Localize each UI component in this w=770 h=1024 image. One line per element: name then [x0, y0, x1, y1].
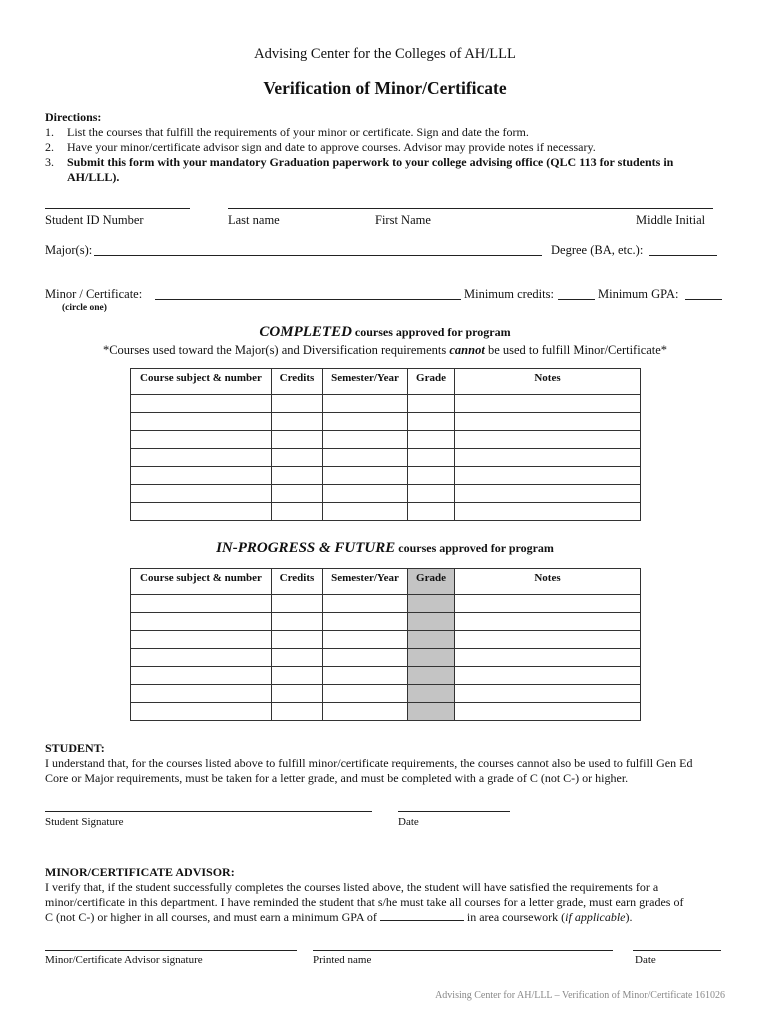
advisor-signature-line[interactable] — [45, 950, 297, 951]
cell-course[interactable] — [131, 649, 272, 667]
student-id-label: Student ID Number — [45, 213, 144, 227]
advisor-signature-label: Minor/Certificate Advisor signature — [45, 954, 203, 966]
student-date-label: Date — [398, 816, 419, 828]
cell-course[interactable] — [131, 685, 272, 703]
cell-credits[interactable] — [272, 631, 323, 649]
degree-line[interactable] — [649, 255, 717, 256]
cell-semester[interactable] — [323, 449, 408, 467]
cell-grade — [408, 631, 455, 649]
cell-credits[interactable] — [272, 649, 323, 667]
majors-label: Major(s): — [45, 243, 93, 257]
cell-semester[interactable] — [323, 613, 408, 631]
circle-one-note: (circle one) — [62, 303, 107, 313]
table-row — [131, 467, 641, 485]
cell-grade — [408, 685, 455, 703]
table-row — [131, 595, 641, 613]
cell-semester[interactable] — [323, 431, 408, 449]
table-row — [131, 667, 641, 685]
col-credits: Credits — [272, 369, 323, 395]
cell-course[interactable] — [131, 449, 272, 467]
direction-item-3: 3. Submit this form with your mandatory Graduation paperwork to your college advising office (QLC 113 for students in — [45, 155, 674, 169]
advisor-statement-1: I verify that, if the student successfully completes the courses listed above, the student will have satisfied the requirements for a — [45, 880, 659, 894]
cell-notes[interactable] — [455, 613, 641, 631]
min-gpa-label: Minimum GPA: — [598, 287, 679, 301]
col-grade: Grade — [408, 569, 455, 595]
table-row — [131, 395, 641, 413]
minor-cert-line[interactable] — [155, 299, 461, 300]
completed-title: COMPLETED courses approved for program — [259, 324, 511, 340]
cell-notes[interactable] — [455, 503, 641, 521]
cell-notes[interactable] — [455, 449, 641, 467]
cell-course[interactable] — [131, 413, 272, 431]
cell-grade[interactable] — [408, 467, 455, 485]
cell-notes[interactable] — [455, 667, 641, 685]
degree-label: Degree (BA, etc.): — [551, 243, 644, 257]
cell-semester[interactable] — [323, 395, 408, 413]
cell-grade — [408, 667, 455, 685]
cell-course[interactable] — [131, 395, 272, 413]
min-credits-line[interactable] — [558, 299, 595, 300]
in-progress-courses-table — [130, 568, 641, 721]
cell-credits[interactable] — [272, 595, 323, 613]
cell-course[interactable] — [131, 595, 272, 613]
cell-semester[interactable] — [323, 503, 408, 521]
cell-semester[interactable] — [323, 703, 408, 721]
majors-line[interactable] — [94, 255, 542, 256]
cell-notes[interactable] — [455, 395, 641, 413]
in-progress-header-row — [131, 569, 641, 595]
direction-item-2: 2. Have your minor/certificate advisor sign and date to approve courses. Advisor may provide notes if necessary. — [45, 140, 596, 154]
cell-course[interactable] — [131, 631, 272, 649]
cell-credits[interactable] — [272, 485, 323, 503]
cell-course[interactable] — [131, 667, 272, 685]
cell-credits[interactable] — [272, 431, 323, 449]
student-signature-label: Student Signature — [45, 816, 124, 828]
student-statement-1: I understand that, for the courses listed above to fulfill minor/certificate requirements, the courses cannot also be used to fulfill Gen Ed — [45, 756, 693, 770]
minor-cert-label: Minor / Certificate: — [45, 287, 143, 301]
table-row — [131, 685, 641, 703]
in-progress-title: IN-PROGRESS & FUTURE courses approved for program — [216, 540, 554, 556]
cell-notes[interactable] — [455, 649, 641, 667]
cell-course[interactable] — [131, 503, 272, 521]
student-statement-2: Core or Major requirements, must be taken for a letter grade, and must be completed with a grade of C (not C-) or higher. — [45, 771, 629, 785]
cell-semester[interactable] — [323, 485, 408, 503]
last-name-label: Last name — [228, 213, 280, 227]
cell-credits[interactable] — [272, 685, 323, 703]
advisor-printed-name-line[interactable] — [313, 950, 613, 951]
table-row — [131, 485, 641, 503]
advisor-statement-2: minor/certificate in this department. I have reminded the student that s/he must take all courses for a letter grade, must earn grades of — [45, 895, 684, 909]
cell-notes[interactable] — [455, 431, 641, 449]
cell-semester[interactable] — [323, 667, 408, 685]
min-gpa-line[interactable] — [685, 299, 722, 300]
cell-course[interactable] — [131, 703, 272, 721]
org-name: Advising Center for the Colleges of AH/LLL — [254, 46, 516, 62]
cell-grade — [408, 613, 455, 631]
col-notes: Notes — [455, 369, 641, 395]
cell-course[interactable] — [131, 431, 272, 449]
cell-credits[interactable] — [272, 667, 323, 685]
cell-credits[interactable] — [272, 449, 323, 467]
col-semester-year: Semester/Year — [323, 569, 408, 595]
form-title: Verification of Minor/Certificate — [263, 78, 507, 98]
cell-notes[interactable] — [455, 631, 641, 649]
col-course-subject: Course subject & number — [131, 569, 272, 595]
completed-note: *Courses used toward the Major(s) and Diversification requirements cannot be used to fulfill Minor/Certificate* — [102, 343, 668, 357]
table-row — [131, 613, 641, 631]
cell-semester[interactable] — [323, 595, 408, 613]
col-course-subject: Course subject & number — [131, 369, 272, 395]
advisor-gpa-line[interactable] — [380, 919, 464, 921]
cell-semester[interactable] — [323, 413, 408, 431]
advisor-printed-name-label: Printed name — [313, 954, 372, 966]
cell-notes[interactable] — [455, 703, 641, 721]
direction-item-3-cont: AH/LLL). — [67, 170, 120, 184]
cell-semester[interactable] — [323, 467, 408, 485]
student-date-line[interactable] — [398, 811, 510, 812]
col-credits: Credits — [272, 569, 323, 595]
cell-credits[interactable] — [272, 413, 323, 431]
advisor-heading: MINOR/CERTIFICATE ADVISOR: — [45, 865, 235, 879]
first-name-label: First Name — [375, 213, 431, 227]
table-row — [131, 649, 641, 667]
student-signature-line[interactable] — [45, 811, 372, 812]
directions-heading: Directions: — [45, 110, 102, 124]
cell-grade — [408, 595, 455, 613]
completed-header-row — [131, 369, 641, 395]
footer-text: Advising Center for AH/LLL – Verification of Minor/Certificate 161026 — [435, 990, 725, 1001]
cell-grade — [408, 703, 455, 721]
student-heading: STUDENT: — [45, 741, 105, 755]
table-row — [131, 449, 641, 467]
table-row — [131, 413, 641, 431]
direction-item-1: 1. List the courses that fulfill the requirements of your minor or certificate. Sign and date the form. — [45, 125, 529, 139]
advisor-statement-3: C (not C-) or higher in all courses, and must earn a minimum GPA of in area coursework (if applicable). — [45, 910, 633, 924]
cell-semester[interactable] — [323, 685, 408, 703]
table-row — [131, 631, 641, 649]
table-row — [131, 703, 641, 721]
advisor-date-label: Date — [635, 954, 656, 966]
completed-courses-table — [130, 368, 641, 521]
cell-grade[interactable] — [408, 431, 455, 449]
col-notes: Notes — [455, 569, 641, 595]
cell-credits[interactable] — [272, 467, 323, 485]
col-grade: Grade — [408, 369, 455, 395]
cell-course[interactable] — [131, 467, 272, 485]
table-row — [131, 503, 641, 521]
cell-grade — [408, 649, 455, 667]
cell-grade[interactable] — [408, 485, 455, 503]
cell-semester[interactable] — [323, 631, 408, 649]
student-id-line[interactable] — [45, 208, 190, 209]
cell-credits[interactable] — [272, 503, 323, 521]
table-row — [131, 431, 641, 449]
cell-grade[interactable] — [408, 503, 455, 521]
col-semester-year: Semester/Year — [323, 369, 408, 395]
cell-notes[interactable] — [455, 595, 641, 613]
cell-course[interactable] — [131, 485, 272, 503]
cell-grade[interactable] — [408, 449, 455, 467]
cell-notes[interactable] — [455, 685, 641, 703]
cell-credits[interactable] — [272, 703, 323, 721]
middle-initial-label: Middle Initial — [636, 213, 706, 227]
cell-course[interactable] — [131, 613, 272, 631]
cell-credits[interactable] — [272, 613, 323, 631]
name-line[interactable] — [228, 208, 713, 209]
cell-grade[interactable] — [408, 413, 455, 431]
cell-grade[interactable] — [408, 395, 455, 413]
cell-notes[interactable] — [455, 413, 641, 431]
cell-notes[interactable] — [455, 485, 641, 503]
advisor-date-line[interactable] — [633, 950, 721, 951]
cell-credits[interactable] — [272, 395, 323, 413]
min-credits-label: Minimum credits: — [464, 287, 554, 301]
cell-semester[interactable] — [323, 649, 408, 667]
cell-notes[interactable] — [455, 467, 641, 485]
